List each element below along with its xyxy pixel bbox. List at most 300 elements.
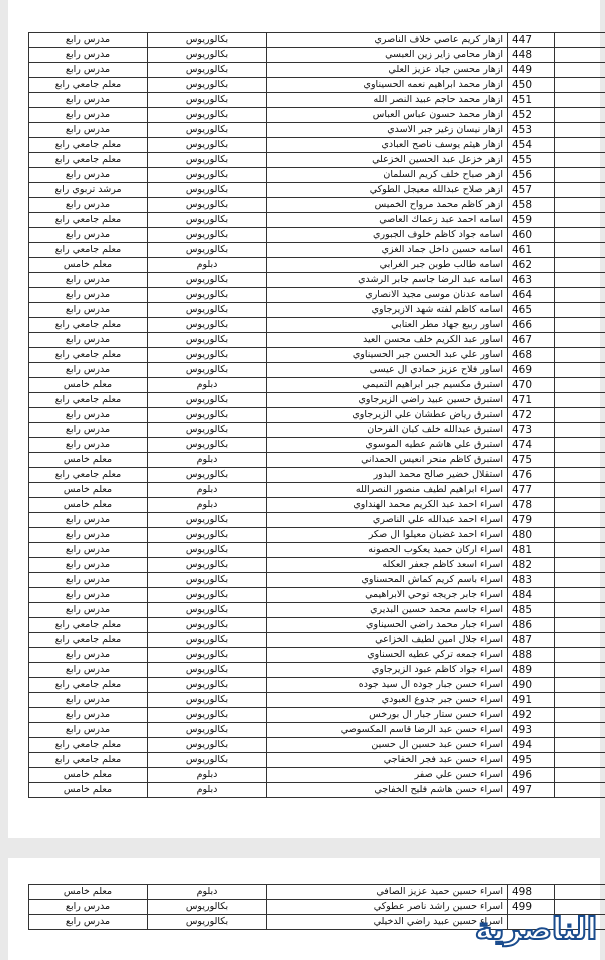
cell-blank [555,438,605,453]
cell-degree: بكالوريوس [148,348,267,363]
table-row [29,543,605,558]
cell-number: 476 [508,468,555,483]
cell-number: 494 [508,738,555,753]
document-page-1 [8,0,600,838]
cell-blank [555,423,605,438]
cell-blank [555,453,605,468]
cell-degree: دبلوم [148,783,267,798]
cell-number: 492 [508,708,555,723]
cell-name: استبرق كاظم منحر انعيس الحمداني [267,453,508,468]
cell-degree: دبلوم [148,378,267,393]
cell-number: 454 [508,138,555,153]
cell-blank [555,183,605,198]
cell-title: مدرس رابع [29,63,148,78]
cell-name: ازهر كاظم محمد مرواح الخميس [267,198,508,213]
cell-degree: بكالوريوس [148,213,267,228]
cell-degree: بكالوريوس [148,708,267,723]
table-row [29,168,605,183]
cell-number: 481 [508,543,555,558]
cell-number: 484 [508,588,555,603]
cell-blank [555,393,605,408]
cell-name: اسراء حسن علي صفر [267,768,508,783]
cell-number: 455 [508,153,555,168]
cell-number: 448 [508,48,555,63]
cell-degree: بكالوريوس [148,573,267,588]
cell-blank [555,678,605,693]
cell-degree: بكالوريوس [148,228,267,243]
cell-title: مدرس رابع [29,915,148,930]
cell-blank [555,123,605,138]
cell-blank [555,333,605,348]
cell-title: معلم جامعي رابع [29,618,148,633]
cell-degree: بكالوريوس [148,528,267,543]
cell-blank [555,348,605,363]
cell-title: مدرس رابع [29,288,148,303]
cell-title: مدرس رابع [29,528,148,543]
cell-degree: بكالوريوس [148,438,267,453]
cell-blank [555,738,605,753]
cell-degree: بكالوريوس [148,723,267,738]
cell-blank [555,588,605,603]
cell-name: اسراء حسن ستار جبار ال بورخس [267,708,508,723]
cell-title: معلم جامعي رابع [29,213,148,228]
cell-degree: بكالوريوس [148,93,267,108]
cell-degree: بكالوريوس [148,618,267,633]
cell-degree: بكالوريوس [148,138,267,153]
cell-number: 491 [508,693,555,708]
table-row [29,528,605,543]
cell-degree: بكالوريوس [148,123,267,138]
cell-title: معلم خامس [29,885,148,900]
cell-blank [555,693,605,708]
cell-title: معلم خامس [29,783,148,798]
table-row [29,453,605,468]
cell-name: اسامه كاظم لفته شهد الازيرجاوي [267,303,508,318]
cell-blank [555,258,605,273]
cell-blank [555,498,605,513]
cell-number: 487 [508,633,555,648]
cell-number: 460 [508,228,555,243]
cell-title: معلم خامس [29,498,148,513]
table-row [29,693,605,708]
cell-name: اسراء جواد كاظم عبود الزيرجاوي [267,663,508,678]
cell-degree: بكالوريوس [148,513,267,528]
cell-name: اسراء حسن عبد فجر الخفاجي [267,753,508,768]
table-row [29,513,605,528]
cell-title: مدرس رابع [29,573,148,588]
cell-number: 447 [508,33,555,48]
cell-number: 456 [508,168,555,183]
cell-blank [555,663,605,678]
cell-blank [555,108,605,123]
cell-title: مدرس رابع [29,303,148,318]
cell-degree: بكالوريوس [148,408,267,423]
cell-degree: بكالوريوس [148,603,267,618]
cell-name: ازهار محامي زاير زين العبسي [267,48,508,63]
table-row [29,108,605,123]
cell-number: 495 [508,753,555,768]
table-row [29,288,605,303]
cell-title: مدرس رابع [29,693,148,708]
cell-name: استبرق عبدالله خلف كبان الفرحان [267,423,508,438]
cell-title: معلم جامعي رابع [29,348,148,363]
cell-blank [555,573,605,588]
cell-number: 485 [508,603,555,618]
cell-title: معلم جامعي رابع [29,153,148,168]
table-row [29,468,605,483]
cell-degree: بكالوريوس [148,333,267,348]
cell-degree: دبلوم [148,768,267,783]
cell-number: 473 [508,423,555,438]
logo-text: الناصرية [474,912,597,947]
cell-blank [555,723,605,738]
cell-name: اسراء جاسم محمد حسين البديري [267,603,508,618]
cell-name: اسراء جمعه تركي عطيه الحسناوي [267,648,508,663]
cell-degree: بكالوريوس [148,273,267,288]
cell-number: 486 [508,618,555,633]
cell-title: مدرس رابع [29,333,148,348]
table-row [29,123,605,138]
cell-title: مدرس رابع [29,93,148,108]
cell-degree: بكالوريوس [148,78,267,93]
cell-title: معلم جامعي رابع [29,633,148,648]
cell-degree: بكالوريوس [148,558,267,573]
cell-title: مدرس رابع [29,648,148,663]
cell-name: استبرق مكسيم جبر ابراهيم التميمي [267,378,508,393]
table-row [29,663,605,678]
cell-blank [555,708,605,723]
cell-title: معلم جامعي رابع [29,678,148,693]
cell-title: مدرس رابع [29,168,148,183]
cell-degree: دبلوم [148,498,267,513]
cell-title: مدرس رابع [29,363,148,378]
table-row [29,438,605,453]
cell-number: 471 [508,393,555,408]
table-row [29,603,605,618]
cell-blank [555,33,605,48]
cell-name: اسامه جواد كاظم خلوف الجبوري [267,228,508,243]
cell-number: 489 [508,663,555,678]
cell-title: مدرس رابع [29,900,148,915]
table-row [29,588,605,603]
table-row [29,273,605,288]
cell-blank [555,618,605,633]
cell-name: اسراء حسن عبد حسين ال حسين [267,738,508,753]
table-row [29,48,605,63]
table-row [29,378,605,393]
cell-name: اسامه حسين داخل جماد الغزي [267,243,508,258]
cell-title: مرشد تربوي رابع [29,183,148,198]
cell-blank [555,168,605,183]
cell-title: مدرس رابع [29,543,148,558]
cell-degree: بكالوريوس [148,63,267,78]
cell-title: مدرس رابع [29,558,148,573]
cell-blank [555,543,605,558]
cell-degree: دبلوم [148,483,267,498]
cell-name: ازهار كريم عاصي خلاف الناصري [267,33,508,48]
cell-name: ازهار محسن جياد عزيز العلي [267,63,508,78]
table-row [29,498,605,513]
table-row [29,63,605,78]
cell-name: استبرق علي هاشم عطيه الموسوي [267,438,508,453]
cell-title: مدرس رابع [29,408,148,423]
cell-number: 452 [508,108,555,123]
cell-title: معلم جامعي رابع [29,318,148,333]
cell-degree: بكالوريوس [148,318,267,333]
cell-number: 459 [508,213,555,228]
cell-number: 470 [508,378,555,393]
cell-number: 467 [508,333,555,348]
cell-name: اسراء اسعد كاظم جعفر العكله [267,558,508,573]
cell-number: 466 [508,318,555,333]
cell-number: 461 [508,243,555,258]
cell-title: مدرس رابع [29,228,148,243]
cell-degree: بكالوريوس [148,108,267,123]
cell-blank [555,153,605,168]
cell-title: مدرس رابع [29,33,148,48]
cell-blank [555,93,605,108]
cell-number: 478 [508,498,555,513]
cell-blank [555,768,605,783]
cell-degree: دبلوم [148,258,267,273]
cell-degree: بكالوريوس [148,900,267,915]
table-row [29,408,605,423]
cell-name: اساور عبد الكريم خلف محسن العيد [267,333,508,348]
cell-name: اسامه عدنان موسى مجيد الانصاري [267,288,508,303]
cell-number: 449 [508,63,555,78]
cell-degree: بكالوريوس [148,588,267,603]
table-row [29,633,605,648]
table-row [29,228,605,243]
table-row [29,885,605,900]
table-row [29,618,605,633]
cell-title: مدرس رابع [29,708,148,723]
cell-degree: بكالوريوس [148,153,267,168]
cell-name: اساور علي عبد الحسن جبر الحسيناوي [267,348,508,363]
cell-title: مدرس رابع [29,198,148,213]
cell-name: اساور فلاح عزيز حمادي ال عيسى [267,363,508,378]
cell-name: اسراء احمد عبدالله علي الناصري [267,513,508,528]
cell-name: اسراء حسين حميد عزيز الصافي [267,885,508,900]
cell-blank [555,213,605,228]
cell-title: معلم خامس [29,483,148,498]
cell-degree: بكالوريوس [148,678,267,693]
cell-blank [555,408,605,423]
cell-blank [555,78,605,93]
cell-name: اسامه عبد الرضا جاسم جابر الرشدي [267,273,508,288]
cell-number: 483 [508,573,555,588]
watermark-logo [474,908,601,956]
cell-title: معلم خامس [29,768,148,783]
cell-degree: بكالوريوس [148,648,267,663]
cell-name: اسراء جابر جريجه توحي الابراهيمي [267,588,508,603]
table-row [29,783,605,798]
cell-title: مدرس رابع [29,663,148,678]
table-row [29,318,605,333]
cell-blank [555,783,605,798]
cell-name: اسراء حسن عبد الرضا قاسم المكسوصي [267,723,508,738]
cell-title: مدرس رابع [29,423,148,438]
cell-name: اسراء احمد غضبان معيلوا ال صكر [267,528,508,543]
cell-number: 453 [508,123,555,138]
table-row [29,768,605,783]
cell-blank [555,243,605,258]
staff-table-page-1 [28,32,605,798]
table-row [29,258,605,273]
table-row [29,213,605,228]
cell-number: 493 [508,723,555,738]
cell-degree: بكالوريوس [148,468,267,483]
cell-blank [555,198,605,213]
cell-number: 465 [508,303,555,318]
cell-blank [555,633,605,648]
table-row [29,243,605,258]
cell-degree: بكالوريوس [148,393,267,408]
cell-name: ازهار نيسان زغير جبر الاسدي [267,123,508,138]
table-row [29,153,605,168]
cell-name: ازهار محمد ابراهيم نعمه الحسيناوي [267,78,508,93]
cell-name: اساور ربيع جهاد مطر العتابي [267,318,508,333]
cell-degree: بكالوريوس [148,168,267,183]
cell-name: اسراء باسم كريم كماش المحسناوي [267,573,508,588]
table-row [29,678,605,693]
cell-title: مدرس رابع [29,108,148,123]
cell-blank [555,63,605,78]
cell-degree: دبلوم [148,453,267,468]
cell-name: ازهار محمد حسون عباس العباس [267,108,508,123]
cell-name: اسامه طالب طوبن جبر الغرابي [267,258,508,273]
cell-number: 472 [508,408,555,423]
cell-blank [555,528,605,543]
table-row [29,138,605,153]
cell-blank [555,303,605,318]
cell-blank [555,558,605,573]
cell-blank [555,648,605,663]
cell-name: اسراء اركان حميد يعكوب الحصونه [267,543,508,558]
cell-degree: دبلوم [148,885,267,900]
cell-number: 474 [508,438,555,453]
cell-blank [555,273,605,288]
cell-degree: بكالوريوس [148,915,267,930]
cell-blank [555,138,605,153]
table-row [29,78,605,93]
table-row [29,303,605,318]
cell-degree: بكالوريوس [148,243,267,258]
cell-blank [555,513,605,528]
cell-blank [555,885,605,900]
cell-number: 477 [508,483,555,498]
cell-title: مدرس رابع [29,48,148,63]
cell-title: مدرس رابع [29,513,148,528]
table-row [29,738,605,753]
table-row [29,573,605,588]
cell-degree: بكالوريوس [148,633,267,648]
cell-name: استبرق حسين عبيد راضي الزيرجاوي [267,393,508,408]
cell-title: مدرس رابع [29,588,148,603]
cell-degree: بكالوريوس [148,363,267,378]
cell-number: 482 [508,558,555,573]
cell-number: 468 [508,348,555,363]
cell-degree: بكالوريوس [148,738,267,753]
cell-number: 480 [508,528,555,543]
cell-number: 457 [508,183,555,198]
cell-name: ازهر صباح خلف كريم السلمان [267,168,508,183]
table-row [29,363,605,378]
cell-title: مدرس رابع [29,273,148,288]
cell-title: مدرس رابع [29,723,148,738]
cell-number: 464 [508,288,555,303]
table-row [29,93,605,108]
cell-blank [555,363,605,378]
cell-degree: بكالوريوس [148,33,267,48]
cell-name: اسراء حسن جبار جوده ال سيد جوده [267,678,508,693]
cell-title: مدرس رابع [29,123,148,138]
table-row [29,198,605,213]
cell-blank [555,48,605,63]
cell-name: اسراء حسن هاشم فليح الخفاجي [267,783,508,798]
cell-blank [555,468,605,483]
cell-title: معلم جامعي رابع [29,753,148,768]
table-row [29,723,605,738]
cell-title: معلم جامعي رابع [29,468,148,483]
cell-number: 497 [508,783,555,798]
cell-name: اسراء حسين راشد ناصر عطوكي [267,900,508,915]
cell-name: ازهر خزعل عبد الحسين الخزعلي [267,153,508,168]
cell-blank [555,378,605,393]
cell-degree: بكالوريوس [148,423,267,438]
cell-title: مدرس رابع [29,603,148,618]
cell-blank [555,288,605,303]
cell-title: معلم جامعي رابع [29,78,148,93]
table-row [29,423,605,438]
cell-number: 498 [508,885,555,900]
cell-number: 488 [508,648,555,663]
table-row [29,333,605,348]
cell-number: 450 [508,78,555,93]
cell-number: 490 [508,678,555,693]
cell-number: 463 [508,273,555,288]
cell-degree: بكالوريوس [148,48,267,63]
cell-degree: بكالوريوس [148,663,267,678]
cell-title: معلم خامس [29,378,148,393]
cell-title: معلم جامعي رابع [29,138,148,153]
cell-degree: بكالوريوس [148,288,267,303]
cell-degree: بكالوريوس [148,693,267,708]
cell-blank [555,318,605,333]
table-row [29,393,605,408]
cell-name: اسراء احمد عبد الكريم محمد الهنداوي [267,498,508,513]
cell-blank [555,603,605,618]
cell-name: ازهر صلاح عبدالله معيجل الطوكي [267,183,508,198]
table-row [29,708,605,723]
table-row [29,558,605,573]
cell-title: معلم خامس [29,453,148,468]
cell-number: 496 [508,768,555,783]
cell-number: 451 [508,93,555,108]
table-row [29,33,605,48]
cell-blank [555,483,605,498]
cell-name: اسامه احمد عبد زعماك العاصي [267,213,508,228]
table-row [29,183,605,198]
cell-degree: بكالوريوس [148,198,267,213]
cell-degree: بكالوريوس [148,543,267,558]
cell-title: معلم جامعي رابع [29,738,148,753]
cell-name: استقلال خضير صالح محمد البدور [267,468,508,483]
table-row [29,753,605,768]
cell-name: اسراء حسن جبر جدوع العبودي [267,693,508,708]
cell-degree: بكالوريوس [148,183,267,198]
staff-table-body [29,33,605,798]
